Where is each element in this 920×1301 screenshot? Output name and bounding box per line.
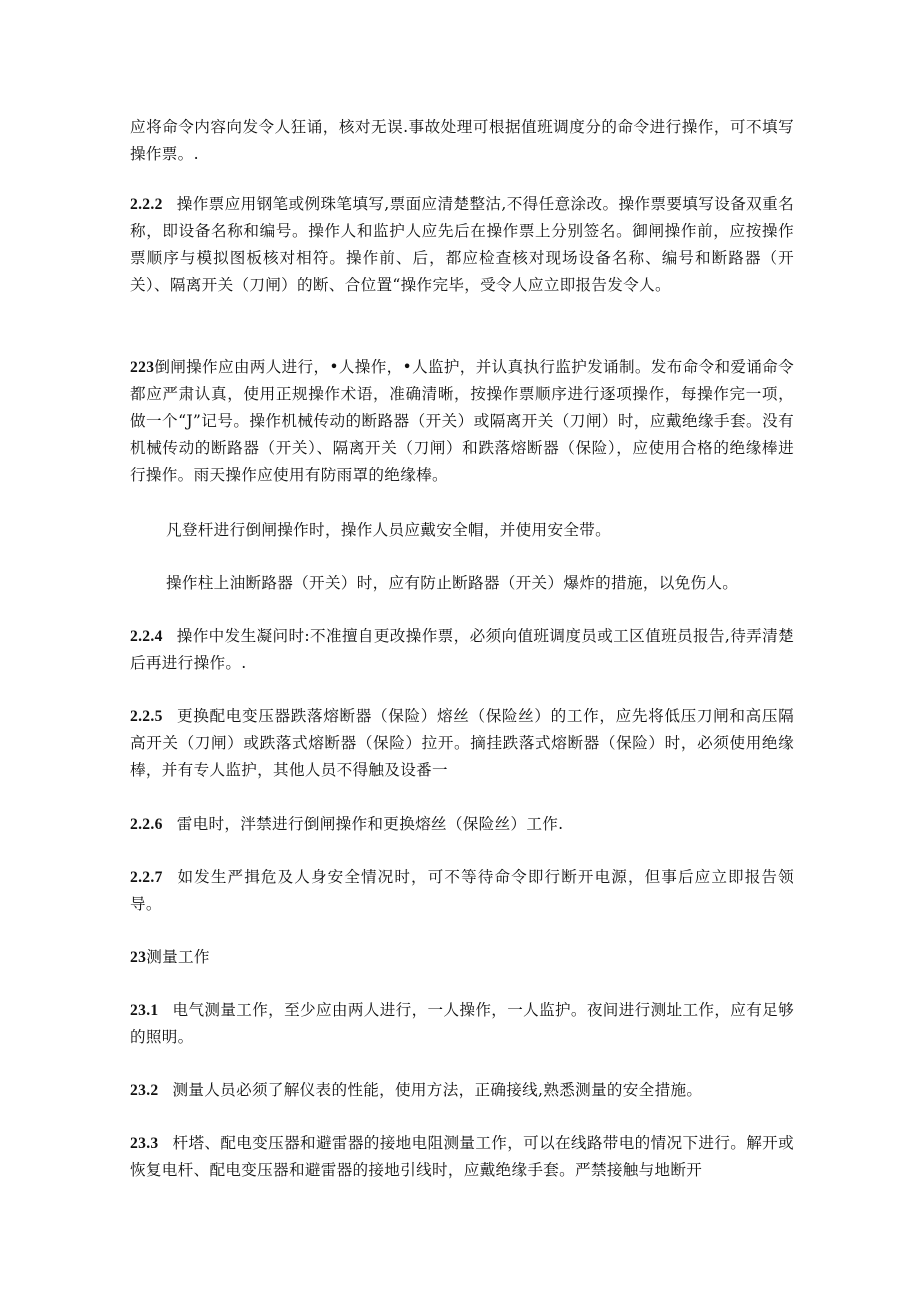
- section-number: 2.2.4: [130, 628, 163, 645]
- paragraph-text: 操作中发生凝问时:不准擅自更改操作票，必须向值班调度员或工区值班员报告,待弄清楚后再进行操作。.: [130, 627, 794, 672]
- paragraph-text: 凡登杆进行倒闸操作时，操作人员应戴安全帽，并使用安全带。: [166, 521, 612, 539]
- paragraph-pole-climbing: [166, 517, 794, 544]
- section-number: 23.3: [130, 1135, 159, 1152]
- paragraph-text: 倒闸操作应由两人进行，•人操作，•人监护，并认真执行监护发诵制。发布命令和爱诵命令都应严肃认真，使用正规操作术语，准确清晰，按操作票顺序进行逐项操作，每操作完一项，做一个“J”记号。操作机械传动的断路器（开关）或隔离开关（刀闸）时，应戴绝缘手套。没有机械传动的断路器（开关）、隔离开关（刀闸）和跌落熔断器（保险），应使用合格的绝缘棒进行操作。雨天操作应使用有防雨罩的绝缘棒。: [130, 358, 794, 484]
- paragraph-text: 应将命令内容向发令人狂诵，核对无误.事故处理可根据值班调度分的命令进行操作，可不填写操作票。.: [130, 118, 794, 163]
- paragraph-text: 操作柱上油断路器（开关）时，应有防止断路器（开关）爆炸的措施，以免伤人。: [166, 574, 739, 592]
- section-number: 2.2.5: [130, 708, 163, 725]
- paragraph-text: 电气测量工作，至少应由两人进行，一人操作，一人监护。夜间进行测址工作，应有足够的照明。: [130, 1001, 794, 1046]
- paragraph-2-2-6: [130, 811, 794, 838]
- paragraph-oil-breaker: [166, 570, 794, 597]
- paragraph-2-3-3: [130, 1130, 794, 1184]
- paragraph-2-2-7: [130, 864, 794, 918]
- section-number: 23.2: [130, 1082, 159, 1099]
- section-number: 223: [130, 359, 155, 376]
- paragraph-text: 测量人员必须了解仪表的性能，使用方法，正确接线,熟悉测量的安全措施。: [172, 1081, 703, 1099]
- paragraph-2-2-5: [130, 703, 794, 784]
- section-number: 2.2.6: [130, 816, 163, 833]
- section-title: 测量工作: [146, 948, 210, 966]
- paragraph-2-3-1: [130, 997, 794, 1051]
- paragraph-text: 如发生严揖危及人身安全情况时，可不等待命令即行断开电源，但事后应立即报告领导。: [130, 868, 794, 913]
- paragraph-text: 操作票应用钢笔或例珠笔填写,票面应清楚整沽,不得任意涂改。操作票要填写设备双重名称，即设备名称和编号。操作人和监护人应先后在操作票上分别签名。御闸操作前，应按操作票顺序与模拟图板核对相符。操作前、后，都应检查核对现场设备名称、编号和断路器（开关）、隔离开关（刀闸）的断、合位置“操作完毕，受令人应立即报告发令人。: [130, 195, 794, 294]
- paragraph-command-repeat: [130, 114, 794, 168]
- paragraph-2-2-2: [130, 191, 794, 299]
- section-number: 2.2.2: [130, 196, 163, 213]
- paragraph-text: 更换配电变压器跌落熔断器（保险）熔丝（保险丝）的工作，应先将低压刀闸和高压隔高开关（刀闸）或跌落式熔断器（保险）拉开。摘挂跌落式熔断器（保险）时，必须使用绝缘棒，并有专人监护，其他人员不得触及设番一: [130, 707, 794, 779]
- paragraph-text: 雷电时，泮禁进行倒闸操作和更换熔丝（保险丝）工作.: [176, 815, 564, 833]
- paragraph-2-2-4: [130, 623, 794, 677]
- section-number: 2.2.7: [130, 869, 163, 886]
- section-heading-2-3: [130, 944, 794, 971]
- section-number: 23.1: [130, 1002, 159, 1019]
- paragraph-2-3-2: [130, 1077, 794, 1104]
- paragraph-2-2-3: [130, 354, 794, 489]
- paragraph-text: 杆塔、配电变压器和避雷器的接地电阻测量工作，可以在线路带电的情况下进行。解开或恢复电杆、配电变压器和避雷器的接地引线时，应戴绝缘手套。严禁接触与地断开: [130, 1134, 794, 1179]
- section-number: 23: [130, 949, 147, 966]
